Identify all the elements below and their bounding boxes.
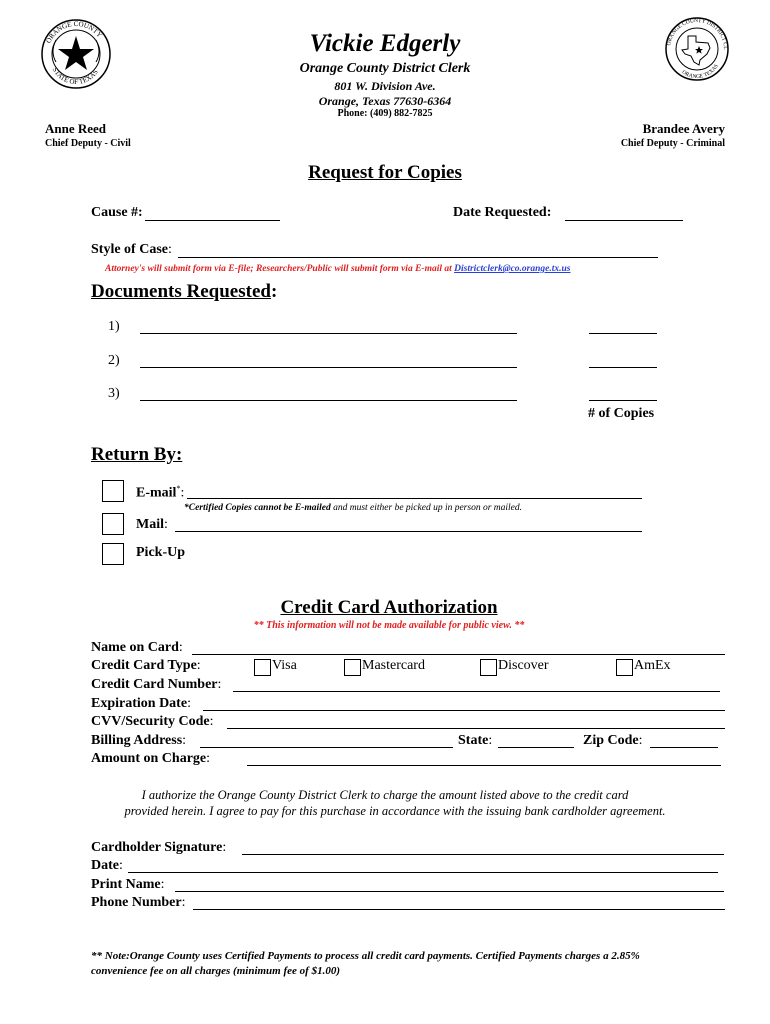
discover-checkbox[interactable] — [480, 659, 497, 676]
date-label: Date: — [91, 858, 123, 873]
return-by-heading: Return By: — [91, 444, 183, 465]
document-item-1-number: 1) — [108, 319, 120, 334]
card-number-field[interactable] — [233, 691, 720, 692]
mastercard-checkbox[interactable] — [344, 659, 361, 676]
mail-label: Mail: — [136, 517, 168, 532]
state-label: State: — [458, 733, 493, 748]
print-name-field[interactable] — [175, 891, 724, 892]
footer-note-line-1: ** Note:Orange County uses Certified Payments to process all credit card payments. Certified Payments charges a 2.85% — [91, 950, 640, 962]
submission-notice: Attorney's will submit form via E-file; Researchers/Public will submit form via E-mail at Districtclerk@co.orange.tx.us — [105, 264, 571, 274]
document-item-2-field[interactable] — [140, 367, 517, 368]
phone-number-label: Phone Number: — [91, 895, 186, 910]
style-of-case-label: Style of Case: — [91, 242, 172, 257]
discover-label: Discover — [498, 658, 549, 673]
left-deputy-title: Chief Deputy - Civil — [45, 138, 131, 149]
phone-number-field[interactable] — [193, 909, 725, 910]
right-deputy-title: Chief Deputy - Criminal — [620, 138, 725, 149]
date-requested-label: Date Requested: — [453, 205, 552, 220]
amex-checkbox[interactable] — [616, 659, 633, 676]
documents-heading: Documents Requested: — [91, 281, 278, 302]
amex-label: AmEx — [634, 658, 671, 673]
date-requested-field[interactable] — [565, 220, 683, 221]
certified-note: *Certified Copies cannot be E-mailed and must either be picked up in person or mailed. — [184, 503, 523, 513]
expiration-label: Expiration Date: — [91, 696, 191, 711]
cause-field[interactable] — [145, 220, 280, 221]
billing-address-field[interactable] — [200, 747, 453, 748]
document-item-2-number: 2) — [108, 353, 120, 368]
mail-field[interactable] — [175, 531, 642, 532]
name-on-card-field[interactable] — [192, 654, 725, 655]
public-view-note: ** This information will not be made available for public view. ** — [253, 620, 525, 631]
document-item-1-field[interactable] — [140, 333, 517, 334]
zip-code-label: Zip Code: — [583, 733, 643, 748]
document-item-3-copies[interactable] — [589, 400, 657, 401]
email-checkbox[interactable] — [102, 480, 124, 502]
name-on-card-label: Name on Card: — [91, 640, 183, 655]
request-title: Request for Copies — [308, 162, 462, 183]
svg-text:STATE OF TEXAS: STATE OF TEXAS — [50, 66, 100, 87]
document-item-1-copies[interactable] — [589, 333, 657, 334]
pickup-checkbox[interactable] — [102, 543, 124, 565]
signature-label: Cardholder Signature: — [91, 840, 227, 855]
mastercard-label: Mastercard — [362, 658, 425, 673]
signature-field[interactable] — [242, 854, 724, 855]
svg-text:ORANGE TEXAS: ORANGE TEXAS — [680, 63, 720, 81]
amount-field[interactable] — [247, 765, 721, 766]
clerk-name: Vickie Edgerly — [309, 30, 461, 57]
right-deputy-name: Brandee Avery — [642, 121, 725, 136]
zip-code-field[interactable] — [650, 747, 718, 748]
document-item-3-number: 3) — [108, 386, 120, 401]
cvv-field[interactable] — [227, 728, 725, 729]
footer-note-line-2: convenience fee on all charges (minimum fee of $1.00) — [91, 965, 340, 977]
visa-checkbox[interactable] — [254, 659, 271, 676]
amount-label: Amount on Charge: — [91, 751, 211, 766]
document-item-3-field[interactable] — [140, 400, 517, 401]
address-line-1: 801 W. Division Ave. — [334, 79, 436, 93]
authorization-statement-line-2: provided herein. I agree to pay for this purchase in accordance with the issuing bank cardholder agreement. — [124, 804, 666, 818]
svg-text:ORANGE COUNTY DISTRICT CLERK: ORANGE COUNTY DISTRICT CL — [666, 17, 729, 50]
clerk-title: Orange County District Clerk — [299, 61, 471, 76]
mail-checkbox[interactable] — [102, 513, 124, 535]
document-item-2-copies[interactable] — [589, 367, 657, 368]
pickup-label: Pick-Up — [136, 545, 185, 560]
district-clerk-email-link[interactable]: Districtclerk@co.orange.tx.us — [454, 264, 571, 274]
date-field[interactable] — [128, 872, 718, 873]
phone-number: Phone: (409) 882-7825 — [337, 108, 433, 119]
style-of-case-field[interactable] — [178, 257, 658, 258]
card-number-label: Credit Card Number: — [91, 677, 222, 692]
print-name-label: Print Name: — [91, 877, 165, 892]
state-field[interactable] — [498, 747, 574, 748]
svg-text:ORANGE COUNTY: ORANGE COUNTY — [44, 19, 104, 45]
address-line-2: Orange, Texas 77630-6364 — [318, 94, 452, 108]
authorization-statement-line-1: I authorize the Orange County District Clerk to charge the amount listed above to the credit card — [141, 788, 629, 802]
credit-card-heading: Credit Card Authorization — [280, 597, 498, 618]
card-type-label: Credit Card Type: — [91, 658, 201, 673]
email-label: E-mail*: — [136, 484, 185, 501]
cause-label: Cause #: — [91, 205, 143, 220]
billing-address-label: Billing Address: — [91, 733, 187, 748]
copies-label: # of Copies — [588, 406, 655, 421]
cvv-label: CVV/Security Code: — [91, 714, 214, 729]
expiration-field[interactable] — [203, 710, 725, 711]
left-deputy-name: Anne Reed — [45, 121, 107, 136]
email-field[interactable] — [187, 498, 642, 499]
visa-label: Visa — [272, 658, 297, 673]
